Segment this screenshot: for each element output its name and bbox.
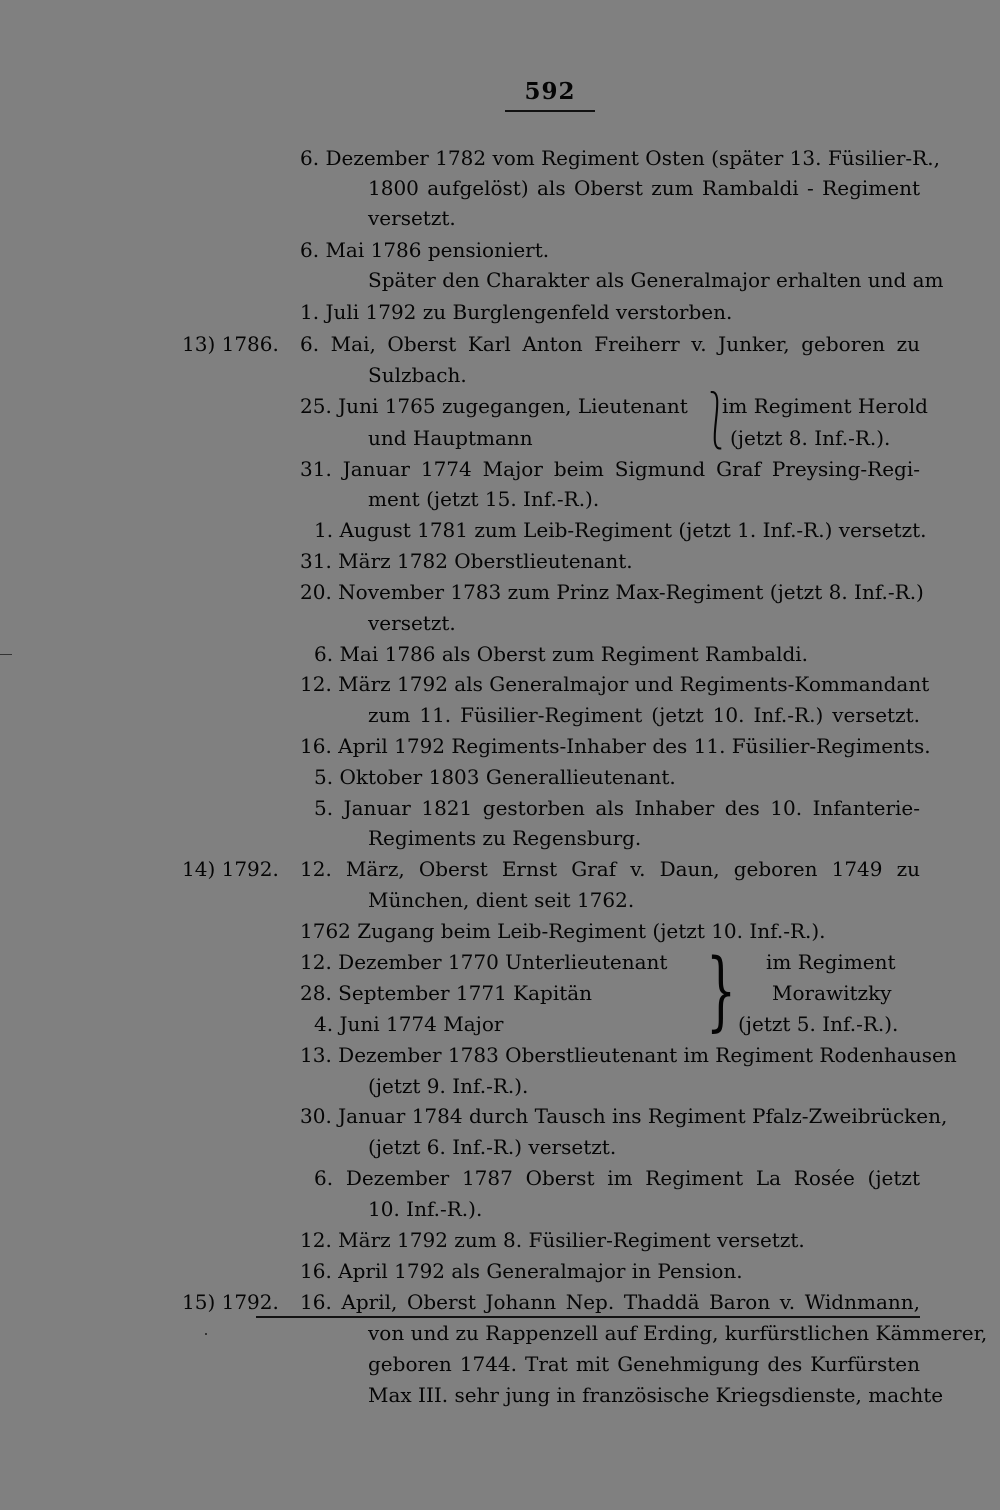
entry-heading-line: 12. März, Oberst Ernst Graf v. Daun, geboren 1749 zu (300, 857, 920, 881)
brace-right-icon: ⎱ (702, 389, 730, 454)
text-line: 6. Mai 1786 pensioniert. (300, 238, 550, 262)
page-number-rule (505, 110, 595, 112)
text-line: 10. Inf.-R.). (368, 1197, 483, 1221)
text-line: 31. Januar 1774 Major beim Sigmund Graf Preysing-Regi- (300, 457, 920, 481)
text-line: Morawitzky (772, 981, 892, 1005)
margin-mark (0, 654, 12, 655)
handwritten-underline (256, 1316, 920, 1318)
text-line: (jetzt 8. Inf.-R.). (730, 426, 891, 450)
text-line: Sulzbach. (368, 363, 467, 387)
text-line: geboren 1744. Trat mit Genehmigung des Kurfürsten (368, 1352, 920, 1376)
page-number: 592 (524, 78, 576, 105)
text-line: (jetzt 6. Inf.-R.) versetzt. (368, 1135, 617, 1159)
text-line: 12. Dezember 1770 Unterlieutenant (300, 950, 668, 974)
text-line: versetzt. (368, 206, 456, 230)
text-line: 12. März 1792 als Generalmajor und Regiments-Kommandant (300, 672, 930, 696)
text-line: 6. Dezember 1782 vom Regiment Osten (später 13. Füsilier-R., (300, 146, 940, 170)
text-line: 5. Oktober 1803 Generallieutenant. (314, 765, 676, 789)
text-line: 5. Januar 1821 gestorben als Inhaber des 10. Infanterie- (314, 796, 920, 820)
text-line: 20. November 1783 zum Prinz Max-Regiment (jetzt 8. Inf.-R.) (300, 580, 924, 604)
entry-number-15: 15) 1792. (182, 1290, 279, 1314)
text-line: Regiments zu Regensburg. (368, 826, 642, 850)
text-line: 12. März 1792 zum 8. Füsilier-Regiment versetzt. (300, 1228, 805, 1252)
text-line: ment (jetzt 15. Inf.-R.). (368, 487, 600, 511)
text-line: im Regiment Herold (722, 394, 928, 418)
entry-number-13: 13) 1786. (182, 332, 279, 356)
text-line: (jetzt 9. Inf.-R.). (368, 1074, 529, 1098)
text-line: München, dient seit 1762. (368, 888, 635, 912)
entry-heading-line: 6. Mai, Oberst Karl Anton Freiherr v. Junker, geboren zu (300, 332, 920, 356)
text-line: 13. Dezember 1783 Oberstlieutenant im Regiment Rodenhausen (300, 1043, 957, 1067)
text-line: 4. Juni 1774 Major (314, 1012, 504, 1036)
text-line: Später den Charakter als Generalmajor erhalten und am (368, 268, 944, 292)
text-line: 1762 Zugang beim Leib-Regiment (jetzt 10. Inf.-R.). (300, 919, 826, 943)
text-line: zum 11. Füsilier-Regiment (jetzt 10. Inf.-R.) versetzt. (368, 703, 920, 727)
text-line: Max III. sehr jung in französische Kriegsdienste, machte (368, 1383, 944, 1407)
text-line: von und zu Rappenzell auf Erding, kurfürstlichen Kämmerer, (368, 1321, 988, 1345)
text-line: 1800 aufgelöst) als Oberst zum Rambaldi - Regiment (368, 176, 920, 200)
text-line: 30. Januar 1784 durch Tausch ins Regiment Pfalz-Zweibrücken, (300, 1104, 948, 1128)
text-line: versetzt. (368, 611, 456, 635)
entry-heading-line: 16. April, Oberst Johann Nep. Thaddä Baron v. Widnmann, (300, 1290, 920, 1314)
text-line: (jetzt 5. Inf.-R.). (738, 1012, 899, 1036)
text-line: 28. September 1771 Kapitän (300, 981, 593, 1005)
text-line: 16. April 1792 als Generalmajor in Pension. (300, 1259, 743, 1283)
text-line: 31. März 1782 Oberstlieutenant. (300, 549, 633, 573)
text-line: 1. Juli 1792 zu Burglengenfeld verstorben. (300, 300, 733, 324)
text-line: 16. April 1792 Regiments-Inhaber des 11. Füsilier-Regiments. (300, 734, 931, 758)
text-line: im Regiment (766, 950, 896, 974)
entry-number-14: 14) 1792. (182, 857, 279, 881)
text-line: 6. Mai 1786 als Oberst zum Regiment Rambaldi. (314, 642, 809, 666)
paper-speck (205, 1333, 207, 1335)
text-line: 25. Juni 1765 zugegangen, Lieutenant (300, 394, 688, 418)
brace-right-icon: } (706, 941, 737, 1041)
text-line: 1. August 1781 zum Leib-Regiment (jetzt 1. Inf.-R.) versetzt. (314, 518, 927, 542)
text-line: 6. Dezember 1787 Oberst im Regiment La Rosée (jetzt (314, 1166, 920, 1190)
text-line: und Hauptmann (368, 426, 533, 450)
